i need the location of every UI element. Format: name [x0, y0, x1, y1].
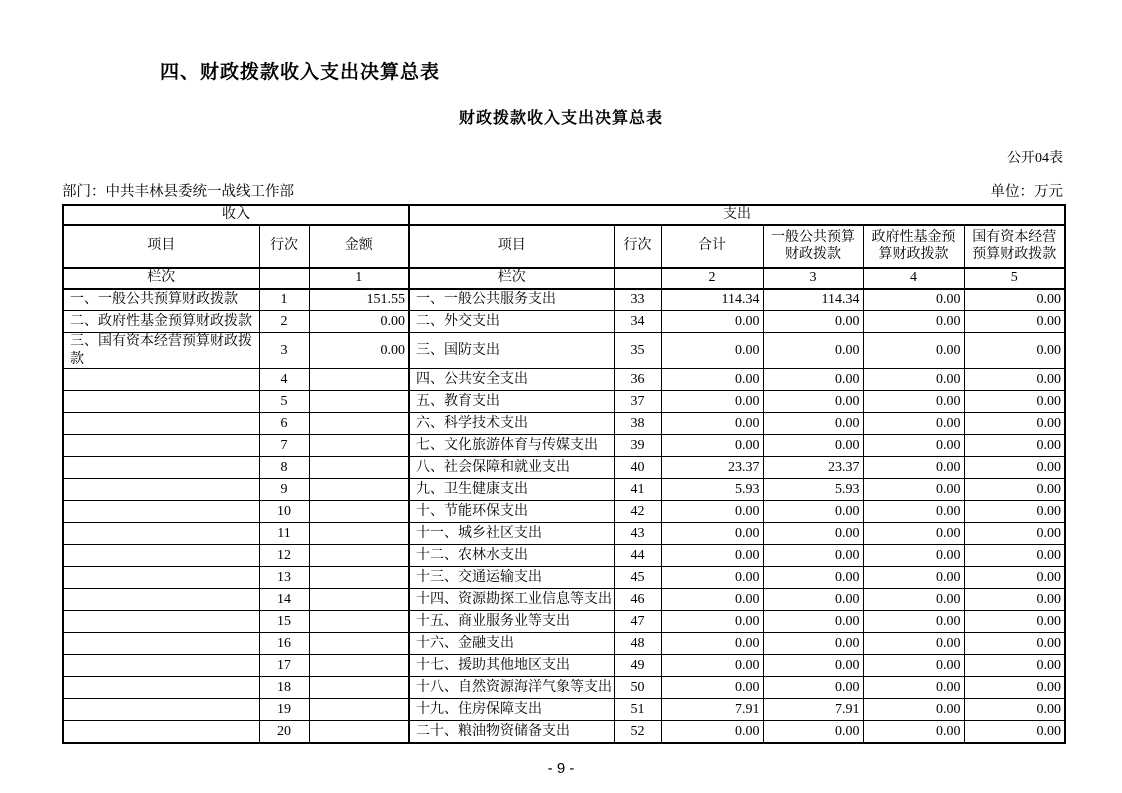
state-capital-cell: 0.00	[964, 677, 1065, 699]
expense-item-cell: 十、节能环保支出	[409, 501, 614, 523]
expense-line-cell: 34	[614, 311, 661, 333]
gov-fund-column-header: 政府性基金预算财政拨款	[863, 225, 964, 268]
gov-fund-cell: 0.00	[863, 721, 964, 743]
income-item-cell	[63, 391, 259, 413]
expense-item-cell: 八、社会保障和就业支出	[409, 457, 614, 479]
general-budget-cell: 23.37	[763, 457, 863, 479]
expense-line-cell: 35	[614, 333, 661, 369]
income-item-cell: 二、政府性基金预算财政拨款	[63, 311, 259, 333]
gov-fund-cell: 0.00	[863, 589, 964, 611]
income-amount-cell	[309, 457, 409, 479]
income-item-cell	[63, 633, 259, 655]
income-item-cell: 三、国有资本经营预算财政拨款	[63, 333, 259, 369]
table-row	[63, 699, 1065, 721]
state-capital-column-header: 国有资本经营预算财政拨款	[964, 225, 1065, 268]
income-amount-cell	[309, 479, 409, 501]
gov-fund-cell: 0.00	[863, 611, 964, 633]
expense-item-cell: 七、文化旅游体育与传媒支出	[409, 435, 614, 457]
expense-total-cell: 0.00	[661, 391, 763, 413]
expense-total-cell: 0.00	[661, 655, 763, 677]
general-budget-cell: 0.00	[763, 413, 863, 435]
table-row	[63, 369, 1065, 391]
expense-line-column-header: 行次	[614, 225, 661, 268]
income-item-cell	[63, 479, 259, 501]
table-row	[63, 545, 1065, 567]
table-row	[63, 633, 1065, 655]
general-budget-cell: 0.00	[763, 545, 863, 567]
expense-line-cell: 47	[614, 611, 661, 633]
income-amount-cell	[309, 369, 409, 391]
gov-fund-cell: 0.00	[863, 677, 964, 699]
general-budget-cell: 0.00	[763, 567, 863, 589]
column-header-row	[63, 225, 1065, 268]
expense-item-cell: 十九、住房保障支出	[409, 699, 614, 721]
expense-index-5: 5	[964, 268, 1065, 289]
gov-fund-cell: 0.00	[863, 435, 964, 457]
expense-item-cell: 十一、城乡社区支出	[409, 523, 614, 545]
general-budget-cell: 5.93	[763, 479, 863, 501]
gov-fund-cell: 0.00	[863, 289, 964, 311]
income-line-column-header: 行次	[259, 225, 309, 268]
expense-total-cell: 5.93	[661, 479, 763, 501]
expense-line-cell: 41	[614, 479, 661, 501]
expense-index-2: 2	[661, 268, 763, 289]
income-amount-cell: 0.00	[309, 311, 409, 333]
expense-total-cell: 0.00	[661, 721, 763, 743]
expense-index-3: 3	[763, 268, 863, 289]
income-item-cell	[63, 589, 259, 611]
income-amount-cell	[309, 413, 409, 435]
income-item-cell	[63, 457, 259, 479]
table-row	[63, 391, 1065, 413]
table-row	[63, 435, 1065, 457]
general-budget-cell: 0.00	[763, 633, 863, 655]
income-line-cell: 4	[259, 369, 309, 391]
expense-item-cell: 二、外交支出	[409, 311, 614, 333]
table-row	[63, 333, 1065, 369]
expense-item-cell: 四、公共安全支出	[409, 369, 614, 391]
income-line-cell: 1	[259, 289, 309, 311]
income-item-cell	[63, 567, 259, 589]
state-capital-cell: 0.00	[964, 633, 1065, 655]
general-budget-cell: 0.00	[763, 501, 863, 523]
table-row	[63, 413, 1065, 435]
gov-fund-cell: 0.00	[863, 333, 964, 369]
expense-total-cell: 23.37	[661, 457, 763, 479]
table-title: 财政拨款收入支出决算总表	[458, 110, 663, 127]
general-budget-cell: 0.00	[763, 369, 863, 391]
fiscal-appropriation-table	[62, 204, 1066, 744]
expense-line-cell: 39	[614, 435, 661, 457]
income-section-header: 收入	[63, 205, 409, 225]
column-index-row	[63, 268, 1065, 289]
income-line-cell: 18	[259, 677, 309, 699]
income-index-label: 栏次	[63, 268, 259, 289]
income-amount-cell	[309, 545, 409, 567]
expense-item-cell: 十六、金融支出	[409, 633, 614, 655]
table-row	[63, 523, 1065, 545]
state-capital-cell: 0.00	[964, 545, 1065, 567]
gov-fund-cell: 0.00	[863, 545, 964, 567]
gov-fund-cell: 0.00	[863, 391, 964, 413]
expense-total-cell: 0.00	[661, 633, 763, 655]
expense-line-cell: 44	[614, 545, 661, 567]
expense-total-cell: 0.00	[661, 567, 763, 589]
income-amount-cell	[309, 589, 409, 611]
income-item-cell	[63, 655, 259, 677]
income-item-cell	[63, 545, 259, 567]
income-amount-cell	[309, 721, 409, 743]
income-amount-cell	[309, 523, 409, 545]
general-budget-cell: 0.00	[763, 721, 863, 743]
gov-fund-cell: 0.00	[863, 655, 964, 677]
expense-item-cell: 十八、自然资源海洋气象等支出	[409, 677, 614, 699]
expense-line-cell: 50	[614, 677, 661, 699]
general-budget-cell: 0.00	[763, 435, 863, 457]
page-number: - 9 -	[547, 760, 575, 777]
gov-fund-cell: 0.00	[863, 311, 964, 333]
state-capital-cell: 0.00	[964, 589, 1065, 611]
income-amount-cell	[309, 611, 409, 633]
expense-total-cell: 0.00	[661, 333, 763, 369]
state-capital-cell: 0.00	[964, 721, 1065, 743]
income-item-cell	[63, 677, 259, 699]
general-budget-cell: 0.00	[763, 311, 863, 333]
table-row	[63, 589, 1065, 611]
expense-item-cell: 十七、援助其他地区支出	[409, 655, 614, 677]
income-item-column-header: 项目	[63, 225, 259, 268]
expense-item-cell: 五、教育支出	[409, 391, 614, 413]
income-amount-cell	[309, 677, 409, 699]
expense-total-cell: 0.00	[661, 611, 763, 633]
section-header-row	[63, 205, 1065, 225]
state-capital-cell: 0.00	[964, 435, 1065, 457]
expense-index-label: 栏次	[409, 268, 614, 289]
expense-line-cell: 52	[614, 721, 661, 743]
state-capital-cell: 0.00	[964, 567, 1065, 589]
general-budget-cell: 0.00	[763, 333, 863, 369]
income-amount-column-header: 金额	[309, 225, 409, 268]
gov-fund-cell: 0.00	[863, 413, 964, 435]
section-heading: 四、财政拨款收入支出决算总表	[160, 62, 441, 83]
income-item-cell	[63, 611, 259, 633]
income-line-cell: 5	[259, 391, 309, 413]
expense-line-cell: 51	[614, 699, 661, 721]
income-item-cell	[63, 721, 259, 743]
general-budget-cell: 0.00	[763, 677, 863, 699]
income-line-cell: 14	[259, 589, 309, 611]
state-capital-cell: 0.00	[964, 611, 1065, 633]
income-item-cell: 一、一般公共预算财政拨款	[63, 289, 259, 311]
gov-fund-cell: 0.00	[863, 457, 964, 479]
table-row	[63, 457, 1065, 479]
table-row	[63, 721, 1065, 743]
income-item-cell	[63, 369, 259, 391]
income-index-line	[259, 268, 309, 289]
income-amount-cell	[309, 655, 409, 677]
expense-line-cell: 43	[614, 523, 661, 545]
income-item-cell	[63, 435, 259, 457]
gov-fund-cell: 0.00	[863, 501, 964, 523]
income-item-cell	[63, 699, 259, 721]
general-budget-cell: 114.34	[763, 289, 863, 311]
expense-item-cell: 六、科学技术支出	[409, 413, 614, 435]
income-line-cell: 7	[259, 435, 309, 457]
income-line-cell: 13	[259, 567, 309, 589]
general-budget-column-header: 一般公共预算财政拨款	[763, 225, 863, 268]
general-budget-cell: 0.00	[763, 589, 863, 611]
expense-line-cell: 49	[614, 655, 661, 677]
income-amount-cell	[309, 501, 409, 523]
expense-total-cell: 0.00	[661, 545, 763, 567]
expense-total-column-header: 合计	[661, 225, 763, 268]
income-line-cell: 2	[259, 311, 309, 333]
expense-item-cell: 十五、商业服务业等支出	[409, 611, 614, 633]
expense-total-cell: 0.00	[661, 311, 763, 333]
expense-item-cell: 十三、交通运输支出	[409, 567, 614, 589]
table-row	[63, 311, 1065, 333]
table-row	[63, 567, 1065, 589]
income-line-cell: 20	[259, 721, 309, 743]
income-index-1: 1	[309, 268, 409, 289]
income-item-cell	[63, 413, 259, 435]
state-capital-cell: 0.00	[964, 311, 1065, 333]
gov-fund-cell: 0.00	[863, 699, 964, 721]
income-line-cell: 19	[259, 699, 309, 721]
income-line-cell: 10	[259, 501, 309, 523]
state-capital-cell: 0.00	[964, 523, 1065, 545]
income-item-cell	[63, 501, 259, 523]
income-line-cell: 12	[259, 545, 309, 567]
income-line-cell: 11	[259, 523, 309, 545]
income-line-cell: 3	[259, 333, 309, 369]
state-capital-cell: 0.00	[964, 457, 1065, 479]
table-row	[63, 655, 1065, 677]
unit-label: 单位：万元	[990, 184, 1063, 200]
income-amount-cell	[309, 699, 409, 721]
income-amount-cell: 0.00	[309, 333, 409, 369]
table-row	[63, 501, 1065, 523]
expense-total-cell: 0.00	[661, 435, 763, 457]
income-line-cell: 9	[259, 479, 309, 501]
income-amount-cell	[309, 435, 409, 457]
table-meta-row	[62, 180, 1063, 201]
expense-line-cell: 38	[614, 413, 661, 435]
state-capital-cell: 0.00	[964, 333, 1065, 369]
expense-line-cell: 42	[614, 501, 661, 523]
expense-item-column-header: 项目	[409, 225, 614, 268]
gov-fund-cell: 0.00	[863, 523, 964, 545]
form-code: 公开04表	[1007, 151, 1063, 166]
income-amount-cell	[309, 391, 409, 413]
income-line-cell: 17	[259, 655, 309, 677]
expense-item-cell: 三、国防支出	[409, 333, 614, 369]
income-amount-cell	[309, 633, 409, 655]
expense-line-cell: 36	[614, 369, 661, 391]
expense-item-cell: 九、卫生健康支出	[409, 479, 614, 501]
state-capital-cell: 0.00	[964, 289, 1065, 311]
expense-total-cell: 0.00	[661, 413, 763, 435]
expense-total-cell: 0.00	[661, 677, 763, 699]
expense-item-cell: 二十、粮油物资储备支出	[409, 721, 614, 743]
expense-total-cell: 0.00	[661, 523, 763, 545]
expense-line-cell: 46	[614, 589, 661, 611]
state-capital-cell: 0.00	[964, 655, 1065, 677]
income-line-cell: 6	[259, 413, 309, 435]
table-body	[63, 289, 1065, 743]
income-amount-cell: 151.55	[309, 289, 409, 311]
expense-line-cell: 37	[614, 391, 661, 413]
general-budget-cell: 0.00	[763, 523, 863, 545]
state-capital-cell: 0.00	[964, 501, 1065, 523]
gov-fund-cell: 0.00	[863, 633, 964, 655]
expense-line-cell: 48	[614, 633, 661, 655]
expense-index-line	[614, 268, 661, 289]
income-line-cell: 8	[259, 457, 309, 479]
expense-total-cell: 0.00	[661, 501, 763, 523]
expense-total-cell: 0.00	[661, 589, 763, 611]
state-capital-cell: 0.00	[964, 479, 1065, 501]
gov-fund-cell: 0.00	[863, 479, 964, 501]
state-capital-cell: 0.00	[964, 699, 1065, 721]
general-budget-cell: 0.00	[763, 391, 863, 413]
general-budget-cell: 7.91	[763, 699, 863, 721]
expense-line-cell: 45	[614, 567, 661, 589]
state-capital-cell: 0.00	[964, 391, 1065, 413]
income-item-cell	[63, 523, 259, 545]
table-row	[63, 479, 1065, 501]
expense-index-4: 4	[863, 268, 964, 289]
expense-line-cell: 40	[614, 457, 661, 479]
gov-fund-cell: 0.00	[863, 567, 964, 589]
income-amount-cell	[309, 567, 409, 589]
expense-section-header: 支出	[409, 205, 1065, 225]
state-capital-cell: 0.00	[964, 369, 1065, 391]
general-budget-cell: 0.00	[763, 611, 863, 633]
general-budget-cell: 0.00	[763, 655, 863, 677]
income-line-cell: 15	[259, 611, 309, 633]
expense-total-cell: 114.34	[661, 289, 763, 311]
department-label: 部门：中共丰林县委统一战线工作部	[62, 184, 294, 200]
state-capital-cell: 0.00	[964, 413, 1065, 435]
income-line-cell: 16	[259, 633, 309, 655]
expense-item-cell: 十二、农林水支出	[409, 545, 614, 567]
table-row	[63, 289, 1065, 311]
table-row	[63, 611, 1065, 633]
expense-line-cell: 33	[614, 289, 661, 311]
expense-item-cell: 十四、资源勘探工业信息等支出	[409, 589, 614, 611]
expense-total-cell: 0.00	[661, 369, 763, 391]
gov-fund-cell: 0.00	[863, 369, 964, 391]
table-row	[63, 677, 1065, 699]
expense-total-cell: 7.91	[661, 699, 763, 721]
expense-item-cell: 一、一般公共服务支出	[409, 289, 614, 311]
